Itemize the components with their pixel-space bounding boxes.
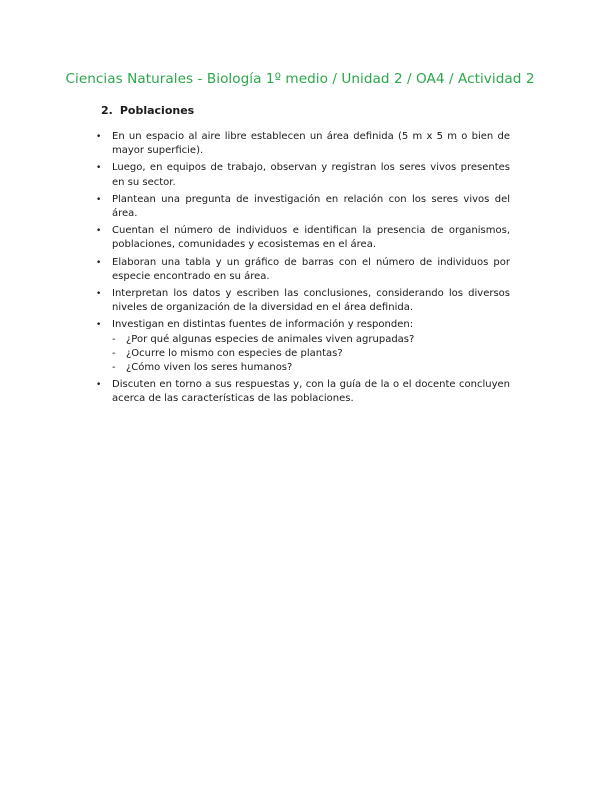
bullet-icon: •	[96, 380, 102, 391]
list-item-text: Luego, en equipos de trabajo, observan y registran los seres vivos presentes en su sector.	[112, 162, 510, 188]
sublist-item-text: ¿Ocurre lo mismo con especies de plantas?	[126, 347, 343, 359]
bullet-icon: •	[96, 194, 102, 205]
section-heading	[101, 104, 194, 117]
sublist-item-text: ¿Por qué algunas especies de animales viven agrupadas?	[126, 333, 415, 345]
sublist-item	[112, 347, 510, 361]
list-item-text: Investigan en distintas fuentes de información y responden:	[112, 319, 414, 331]
sublist-item	[112, 333, 510, 347]
activity-steps-list	[96, 130, 510, 410]
bullet-icon: •	[96, 132, 102, 142]
bullet-icon: •	[96, 257, 102, 268]
list-item	[96, 256, 510, 284]
section-title: Poblaciones	[119, 104, 195, 117]
bullet-icon: •	[96, 289, 102, 300]
dash-icon: -	[112, 347, 116, 359]
list-item	[96, 287, 510, 315]
dash-icon: -	[112, 362, 116, 374]
sublist-item-text: ¿Cómo viven los seres humanos?	[126, 362, 293, 374]
list-item-text: Discuten en torno a sus respuestas y, con la guía de la o el docente concluyen acerca de las características de las poblaciones.	[112, 379, 510, 405]
dash-icon: -	[112, 333, 116, 345]
list-item-text: En un espacio al aire libre establecen un área definida (5 m x 5 m o bien de mayor superficie).	[112, 131, 510, 157]
list-item	[96, 224, 510, 252]
list-item	[96, 318, 510, 375]
list-item	[96, 161, 510, 189]
list-item-text: Plantean una pregunta de investigación en relación con los seres vivos del área.	[112, 193, 510, 220]
bullet-icon: •	[96, 226, 102, 237]
question-sublist	[112, 333, 510, 376]
list-item-text: Interpretan los datos y escriben las conclusiones, considerando los diversos niveles de organización de la diversidad en el área definida.	[112, 288, 510, 314]
sublist-item	[112, 361, 510, 375]
section-number: 2.	[101, 104, 113, 117]
bullet-icon: •	[96, 163, 102, 174]
list-item	[96, 378, 510, 406]
page-header: Ciencias Naturales - Biología 1º medio / Unidad 2 / OA4 / Actividad 2	[65, 71, 535, 87]
bullet-icon: •	[96, 320, 102, 331]
list-item	[96, 193, 510, 221]
list-item-text: Elaboran una tabla y un gráfico de barras con el número de individuos por especie encontrado en su área.	[112, 256, 510, 282]
list-item	[96, 130, 510, 158]
list-item-text: Cuentan el número de individuos e identifican la presencia de organismos, poblaciones, comunidades y ecosistemas en el área.	[112, 225, 510, 251]
